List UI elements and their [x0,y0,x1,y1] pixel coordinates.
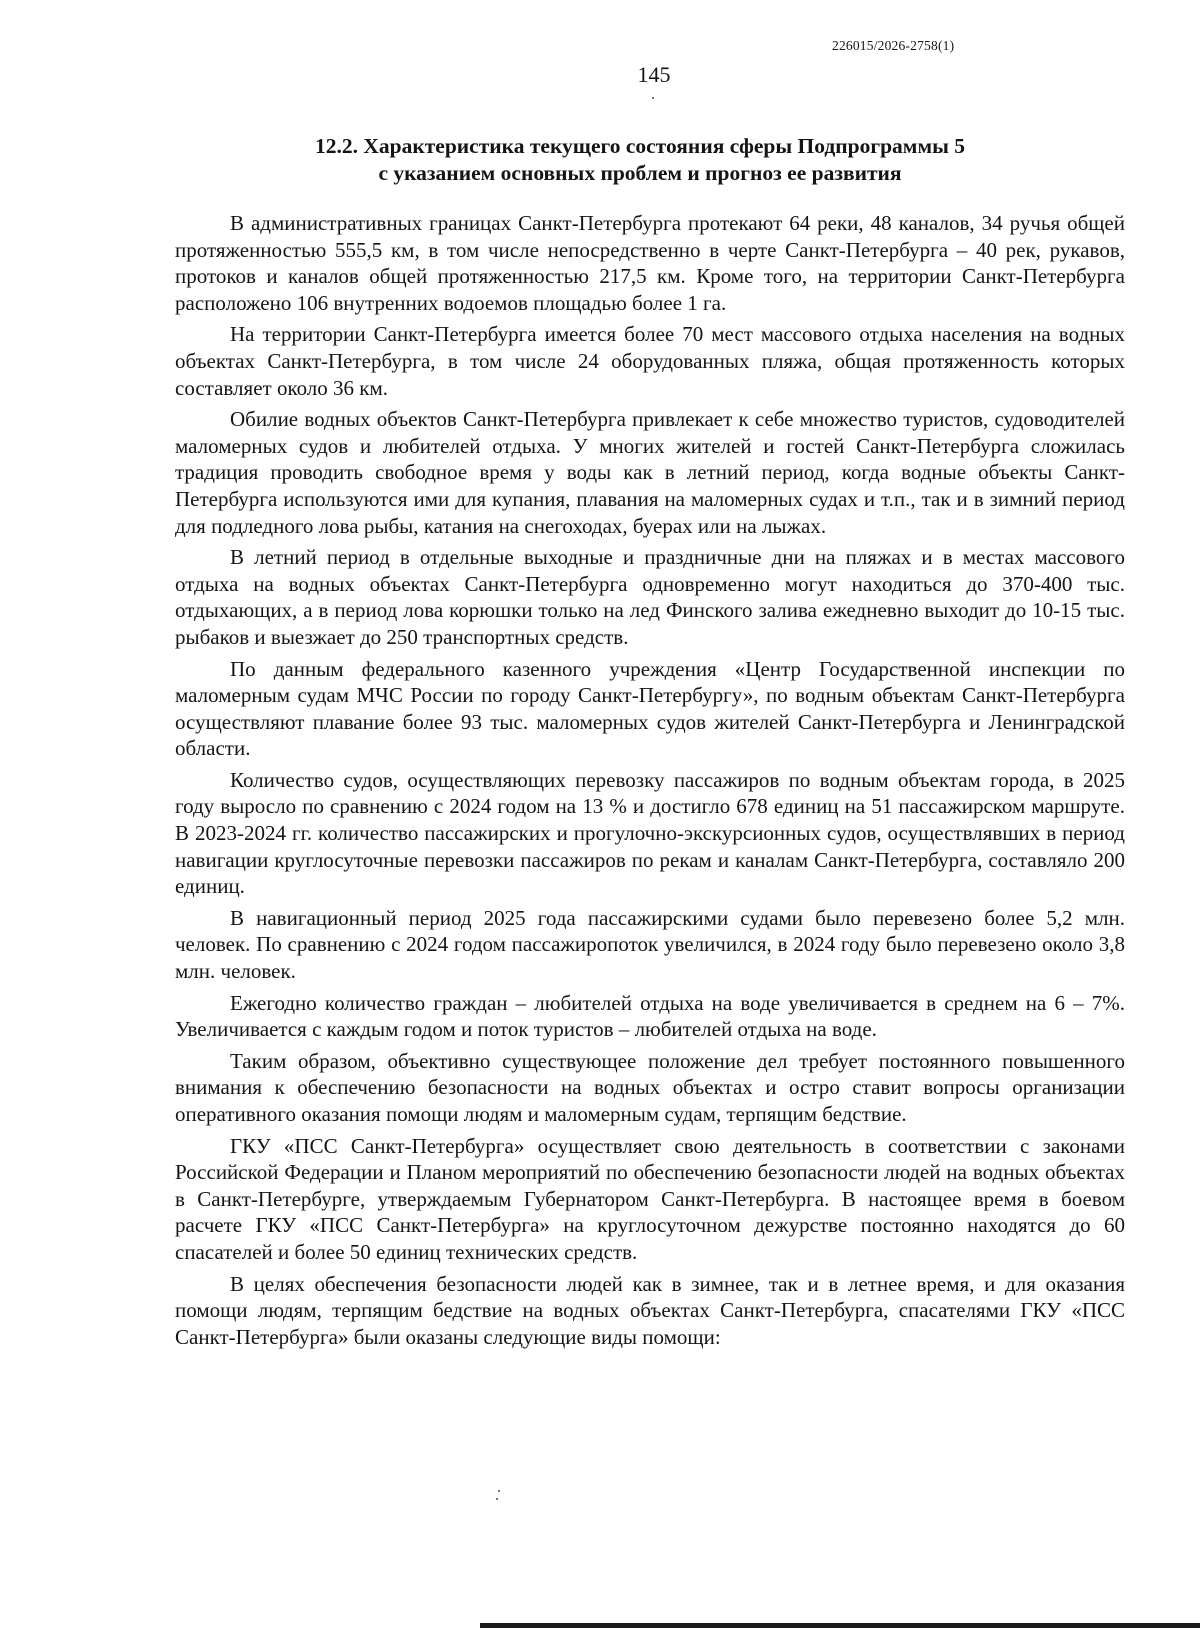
section-heading-line-2: с указанием основных проблем и прогноз ее развития [378,161,902,185]
document-registration-number: 226015/2026-2758(1) [832,38,955,53]
body-text [175,210,1125,1355]
paragraph: В навигационный период 2025 года пассажирскими судами было перевезено более 5,2 млн. человек. По сравнению с 2024 годом пассажиропоток увеличился, в 2024 году было перевезено около 3,8 млн. человек. [175,905,1125,984]
scan-speck [496,1498,498,1500]
paragraph: Обилие водных объектов Санкт-Петербурга привлекает к себе множество туристов, судоводителей маломерных судов и любителей отдыха. У многих жителей и гостей Санкт-Петербурга сложилась традиция проводить свободное время у воды как в летний период, когда водные объекты Санкт-Петербурга используются ими для купания, плавания на маломерных судах и т.п., так и в зимний период для подледного лова рыбы, катания на снегоходах, буерах или на лыжах. [175,407,1125,538]
scan-bottom-edge [480,1623,1200,1628]
scan-speck [498,1490,500,1492]
paragraph: В целях обеспечения безопасности людей как в зимнее, так и в летнее время, и для оказания помощи людям, терпящим бедствие на водных объектах Санкт-Петербурга, спасателями ГКУ «ПСС Санкт-Петербурга» были оказаны следующие виды помощи: [175,1271,1125,1349]
section-heading [240,133,1040,187]
paragraph: ГКУ «ПСС Санкт-Петербурга» осуществляет свою деятельность в соответствии с законами Российской Федерации и Планом мероприятий по обеспечению безопасности людей на водных объектах в Санкт-Петербурге, утверждаемым Губернатором Санкт-Петербурга. В настоящее время в боевом расчете ГКУ «ПСС Санкт-Петербурга» на круглосуточном дежурстве постоянно находятся до 60 спасателей и более 50 единиц технических средств. [175,1133,1125,1264]
paragraph: В летний период в отдельные выходные и праздничные дни на пляжах и в местах массового отдыха на водных объектах Санкт-Петербурга одновременно могут находиться до 370-400 тыс. отдыхающих, а в период лова корюшки только на лед Финского залива ежедневно выходит до 10-15 тыс. рыбаков и выезжает до 250 транспортных средств. [175,545,1125,649]
paragraph: По данным федерального казенного учреждения «Центр Государственной инспекции по маломерным судам МЧС России по городу Санкт-Петербургу», по водным объектам Санкт-Петербурга осуществляют плавание более 93 тыс. маломерных судов жителей Санкт-Петербурга и Ленинградской области. [175,656,1125,761]
page-number: 145 [637,62,671,87]
paragraph: В административных границах Санкт-Петербурга протекают 64 реки, 48 каналов, 34 ручья общей протяженностью 555,5 км, в том числе непосредственно в черте Санкт-Петербурга – 40 рек, рукавов, протоков и каналов общей протяженностью 217,5 км. Кроме того, на территории Санкт-Петербурга расположено 106 внутренних водоемов площадью более 1 га. [175,211,1125,315]
paragraph: На территории Санкт-Петербурга имеется более 70 мест массового отдыха населения на водных объектах Санкт-Петербурга, в том числе 24 оборудованных пляжа, общая протяженность которых составляет около 36 км. [175,322,1125,400]
paragraph: Ежегодно количество граждан – любителей отдыха на воде увеличивается в среднем на 6 – 7%. Увеличивается с каждым годом и поток туристов – любителей отдыха на воде. [175,990,1125,1042]
scan-speck [652,97,654,99]
paragraph: Количество судов, осуществляющих перевозку пассажиров по водным объектам города, в 2025 году выросло по сравнению с 2024 годом на 13 % и достигло 678 единиц на 51 пассажирском маршруте. В 2023-2024 гг. количество пассажирских и прогулочно-экскурсионных судов, осуществлявших в период навигации круглосуточные перевозки пассажиров по рекам и каналам Санкт-Петербурга, составляло 200 единиц. [175,767,1125,899]
paragraph: Таким образом, объективно существующее положение дел требует постоянного повышенного внимания к обеспечению безопасности на водных объектах и остро ставит вопросы организации оперативного оказания помощи людям и маломерным судам, терпящим бедствие. [175,1048,1125,1126]
section-heading-line-1: 12.2. Характеристика текущего состояния сферы Подпрограммы 5 [314,134,966,158]
